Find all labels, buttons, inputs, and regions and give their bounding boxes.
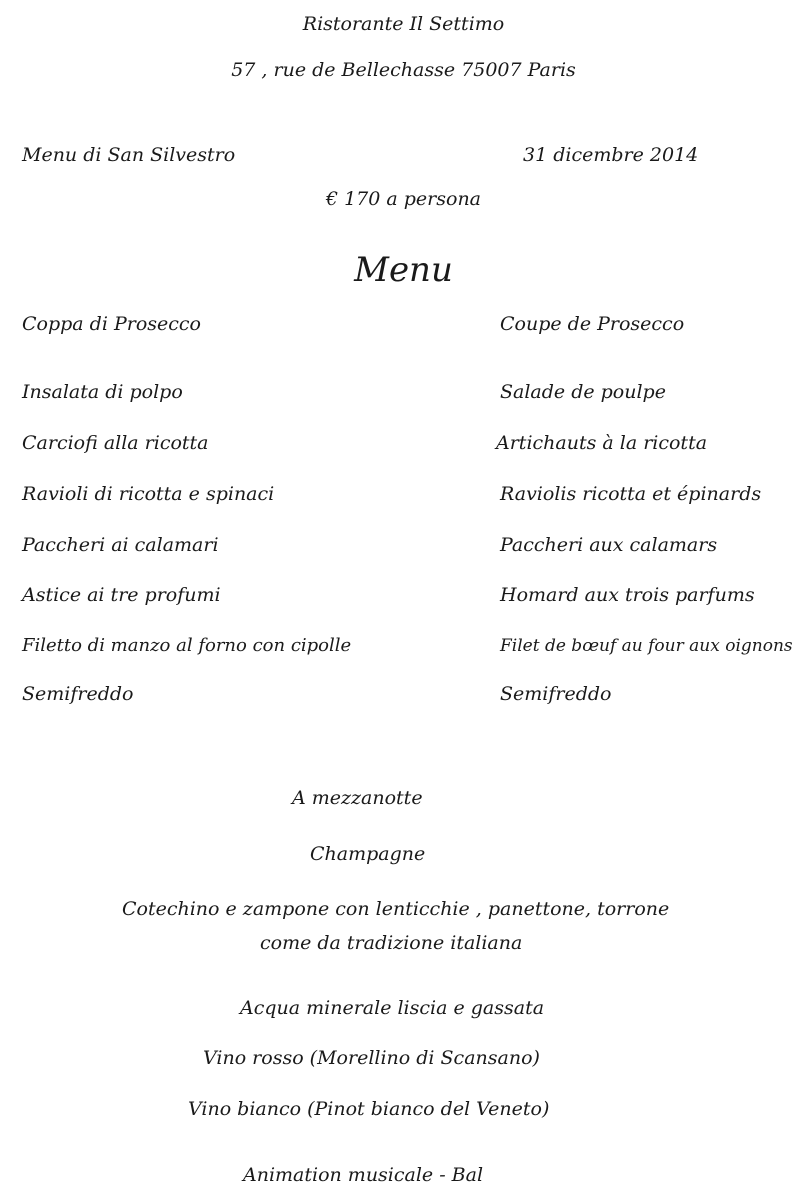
course-fr: Artichauts à la ricotta (496, 432, 708, 454)
drink-water: Acqua minerale liscia e gassata (240, 997, 545, 1019)
restaurant-name: Ristorante Il Settimo (302, 13, 505, 35)
menu-title: Menu (354, 250, 453, 290)
course-it: Insalata di polpo (22, 381, 183, 403)
menu-occasion: Menu di San Silvestro (22, 144, 236, 166)
course-fr: Filet de bœuf au four aux oignons (500, 636, 793, 656)
restaurant-address: 57 , rue de Bellechasse 75007 Paris (231, 59, 576, 81)
course-it: Filetto di manzo al forno con cipolle (22, 635, 352, 656)
drink-white-wine: Vino bianco (Pinot bianco del Veneto) (188, 1098, 550, 1120)
midnight-drink: Champagne (310, 843, 426, 865)
course-fr: Homard aux trois parfums (500, 584, 755, 606)
midnight-heading: A mezzanotte (292, 787, 423, 809)
course-it: Carciofi alla ricotta (22, 432, 209, 454)
course-fr: Semifreddo (500, 683, 612, 705)
course-it: Ravioli di ricotta e spinaci (22, 483, 275, 505)
course-it: Astice ai tre profumi (22, 584, 221, 606)
drink-red-wine: Vino rosso (Morellino di Scansano) (203, 1047, 540, 1069)
course-fr: Coupe de Prosecco (500, 313, 685, 335)
midnight-food-line1: Cotechino e zampone con lenticchie , panettone, torrone (122, 898, 670, 920)
menu-date: 31 dicembre 2014 (523, 144, 699, 166)
course-it: Paccheri ai calamari (22, 534, 219, 556)
menu-price: € 170 a persona (325, 188, 482, 210)
course-fr: Raviolis ricotta et épinards (500, 483, 762, 505)
course-it: Semifreddo (22, 683, 134, 705)
midnight-food-line2: come da tradizione italiana (260, 932, 523, 954)
course-fr: Salade de poulpe (500, 381, 666, 403)
entertainment: Animation musicale - Bal (243, 1164, 484, 1186)
course-fr: Paccheri aux calamars (500, 534, 718, 556)
course-it: Coppa di Prosecco (22, 313, 201, 335)
